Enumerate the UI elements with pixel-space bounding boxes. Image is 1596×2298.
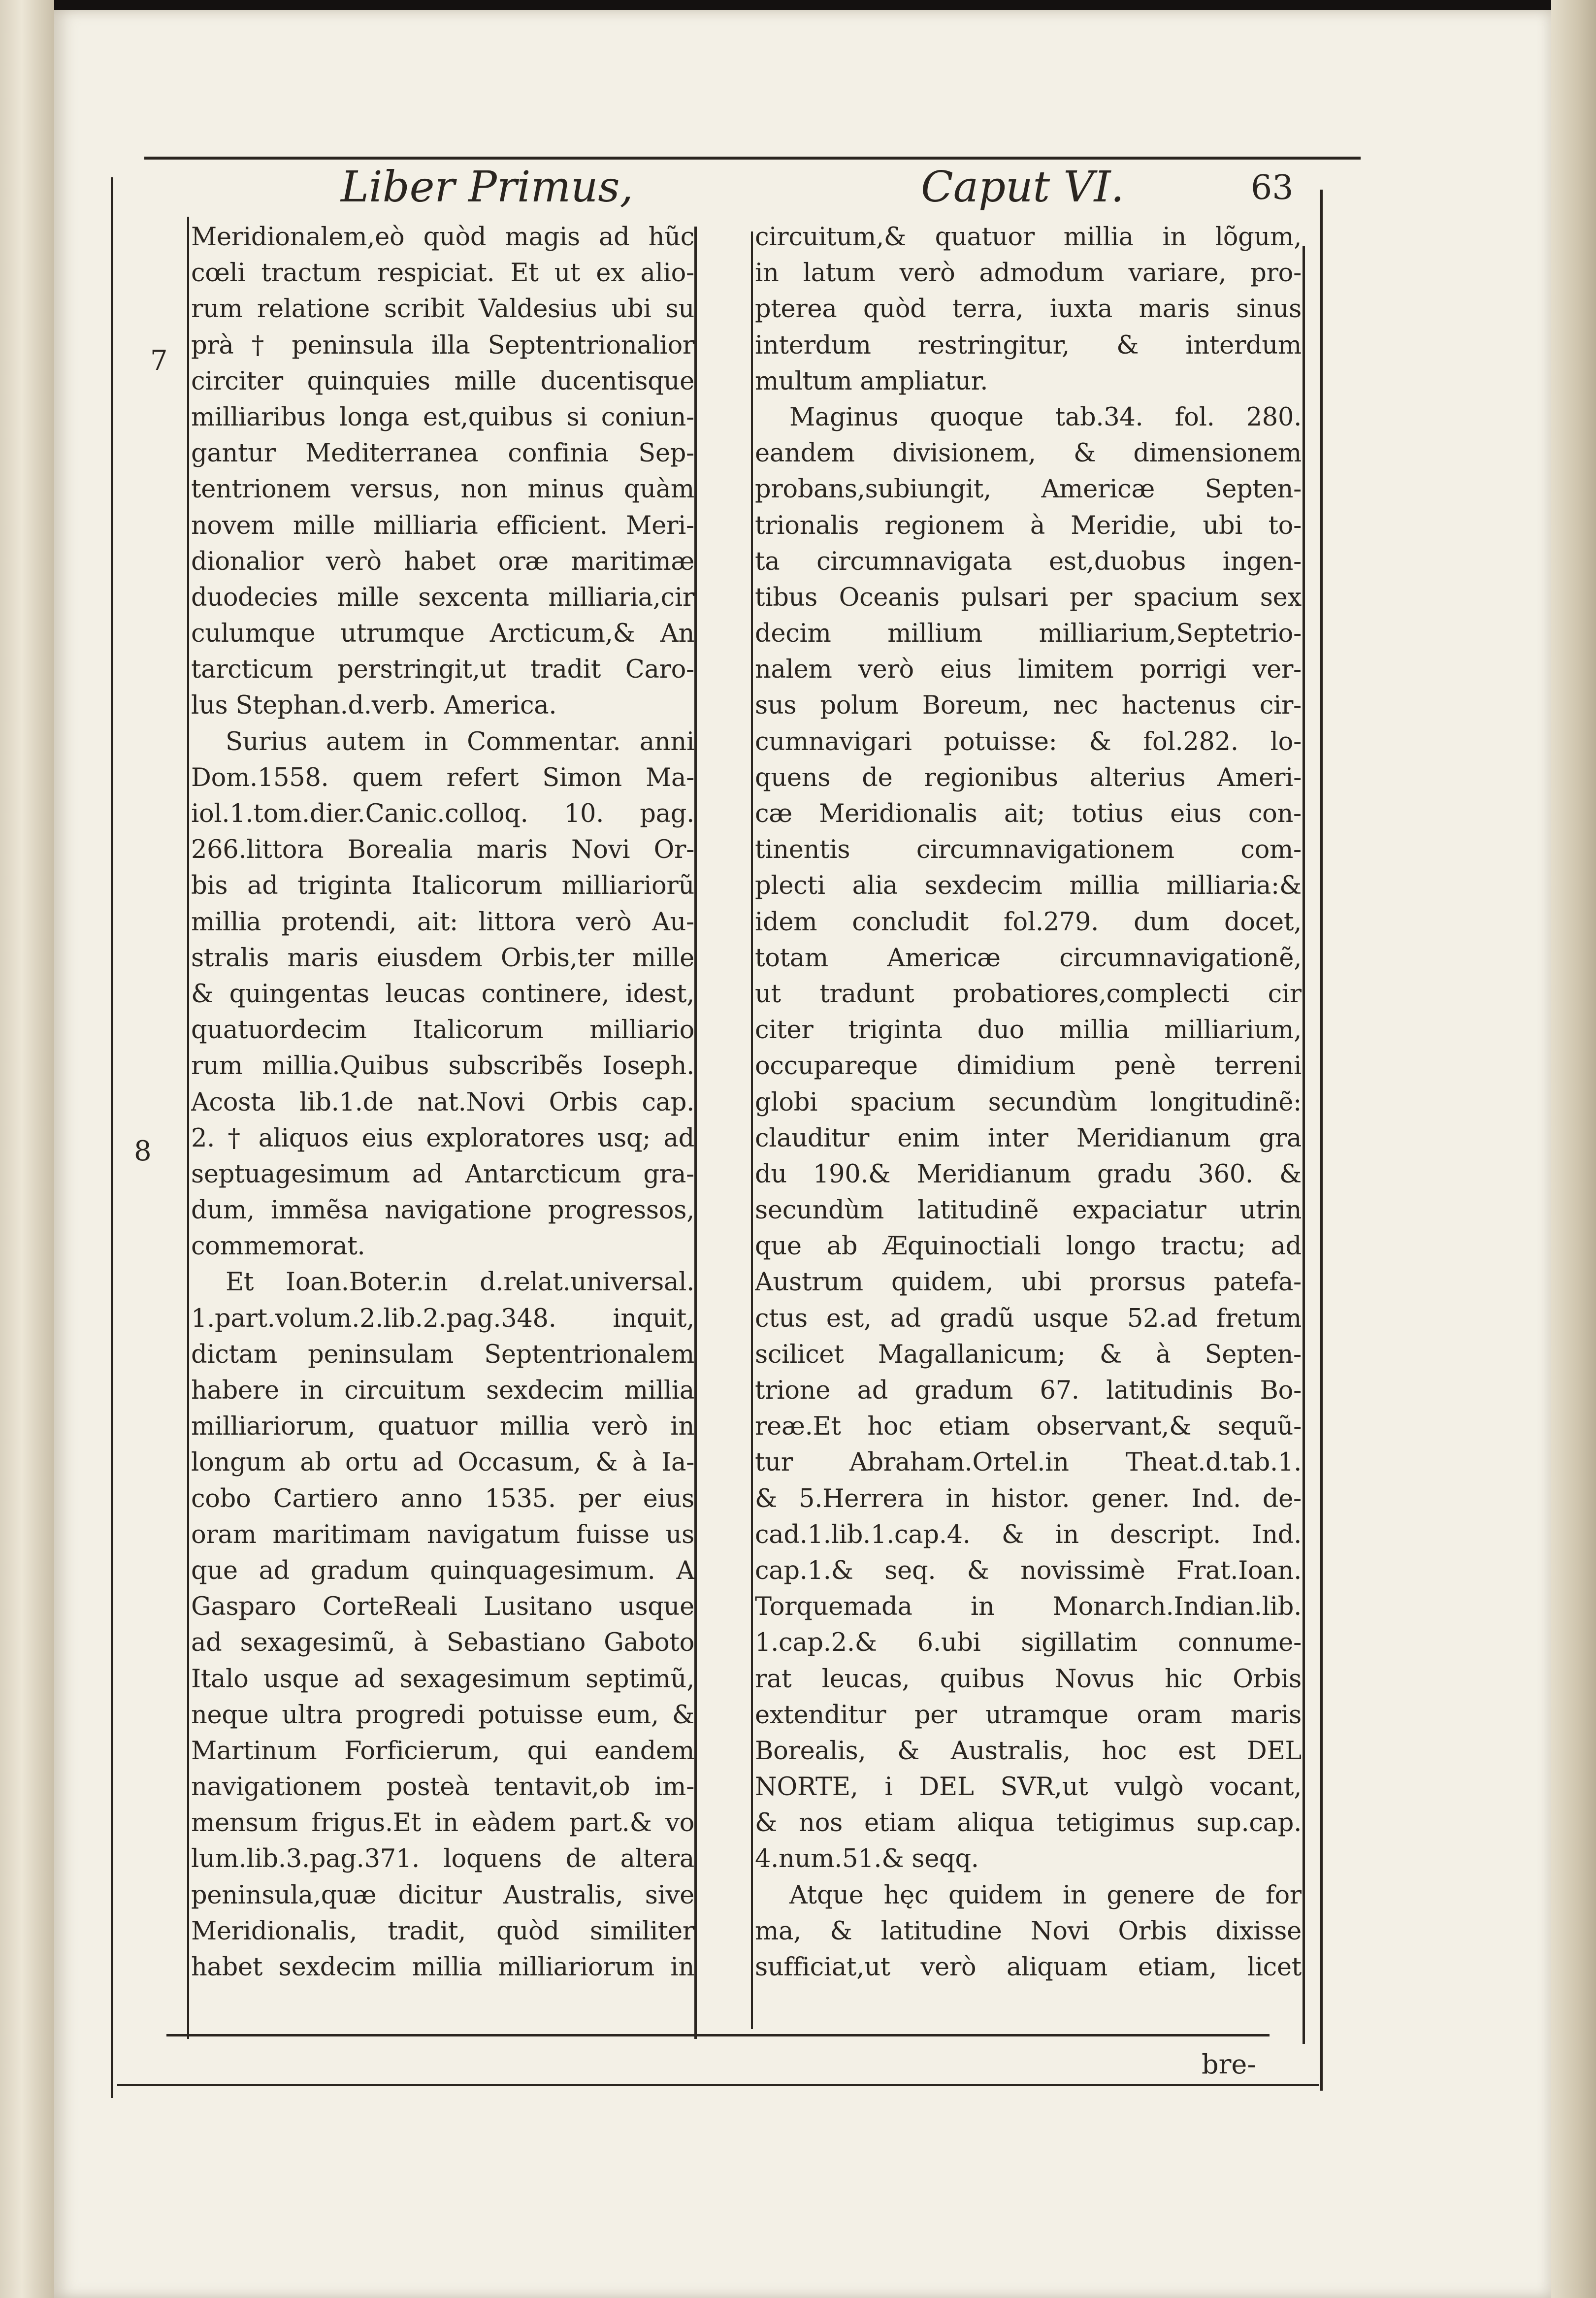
text-line: du 190.& Meridianum gradu 360. & <box>755 1159 1302 1189</box>
text-line: & 5.Herrera in histor. gener. Ind. de- <box>755 1484 1302 1513</box>
text-line: citer triginta duo millia milliarium, <box>755 1016 1302 1045</box>
text-line: novem mille milliaria efficient. Meri- <box>191 511 694 540</box>
text-line: 1.cap.2.& 6.ubi sigillatim connume- <box>755 1628 1302 1658</box>
text-line: multum ampliatur. <box>755 366 988 396</box>
text-line: pterea quòd terra, iuxta maris sinus <box>755 295 1302 324</box>
text-line: tur Abraham.Ortel.in Theat.d.tab.1. <box>755 1448 1302 1477</box>
text-line: culumque utrumque Arcticum,& An <box>191 619 694 649</box>
text-line: iol.1.tom.dier.Canic.colloq. 10. pag. <box>191 799 694 828</box>
text-line: tibus Oceanis pulsari per spacium sex <box>755 583 1302 612</box>
text-line: milliaribus longa est,quibus si coniun- <box>191 402 694 432</box>
header-chapter: Caput VI. <box>921 163 1124 212</box>
text-line: cad.1.lib.1.cap.4. & in descript. Ind. <box>755 1520 1302 1549</box>
text-line: lus Stephan.d.verb. America. <box>191 691 557 721</box>
left-page-edge <box>0 0 54 2298</box>
text-line: 4.num.51.& seqq. <box>755 1844 979 1874</box>
margin-note-7: 7 <box>150 345 168 377</box>
frame-right-rule <box>1320 190 1323 2091</box>
text-line: tarcticum perstringit,ut tradit Caro- <box>191 655 694 685</box>
text-line: Dom.1558. quem refert Simon Ma- <box>191 763 694 792</box>
text-line: cumnavigari potuisse: & fol.282. lo- <box>755 727 1302 756</box>
header-rule <box>144 157 1361 160</box>
text-line: Et Ioan.Boter.in d.relat.universal. <box>226 1268 694 1297</box>
text-line: circiter quinquies mille ducentisque <box>191 366 694 396</box>
text-line: dionalior verò habet oræ maritimæ <box>191 547 694 576</box>
column-divider-rule <box>694 227 697 2039</box>
text-line: longum ab ortu ad Occasum, & à Ia- <box>191 1448 694 1477</box>
text-line: & quingentas leucas continere, idest, <box>191 979 694 1009</box>
text-line: & nos etiam aliqua tetigimus sup.cap. <box>755 1808 1302 1838</box>
text-line: cobo Cartiero anno 1535. per eius <box>191 1484 694 1513</box>
header-book-title: Liber Primus, <box>341 163 633 212</box>
text-line: quatuordecim Italicorum milliario <box>191 1016 694 1045</box>
text-line: reæ.Et hoc etiam observant,& sequũ- <box>755 1412 1302 1442</box>
text-line: duodecies mille sexcenta milliaria,cir <box>191 583 694 612</box>
text-line: in latum verò admodum variare, pro- <box>755 259 1302 288</box>
text-line: bis ad triginta Italicorum milliariorũ <box>191 871 694 901</box>
dark-background-strip <box>54 0 1551 10</box>
text-line: ctus est, ad gradũ usque 52.ad fretum <box>755 1304 1302 1333</box>
text-line: Acosta lib.1.de nat.Novi Orbis cap. <box>191 1087 694 1117</box>
column-2-right-rule <box>1303 246 1305 2044</box>
text-line: millia protendi, ait: littora verò Au- <box>191 907 694 937</box>
catchword: bre- <box>1202 2049 1256 2080</box>
text-line: dum, immẽsa navigatione progressos, <box>191 1196 694 1225</box>
text-line: stralis maris eiusdem Orbis,ter mille <box>191 943 694 973</box>
text-line: interdum restringitur, & interdum <box>755 330 1302 360</box>
text-line: ma, & latitudine Novi Orbis dixisse <box>755 1916 1302 1946</box>
text-line: Atque hęc quidem in genere de for <box>789 1880 1302 1910</box>
text-line: Surius autem in Commentar. anni <box>226 727 694 756</box>
text-line: Maginus quoque tab.34. fol. 280. <box>789 402 1302 432</box>
text-line: secundùm latitudinẽ expaciatur utrin <box>755 1196 1302 1225</box>
text-line: 266.littora Borealia maris Novi Or- <box>191 835 694 865</box>
text-line: rum relatione scribit Valdesius ubi su <box>191 295 694 324</box>
text-line: 1.part.volum.2.lib.2.pag.348. inquit, <box>191 1304 694 1333</box>
text-line: navigationem posteà tentavit,ob im- <box>191 1773 694 1802</box>
text-column-left <box>191 219 694 1985</box>
text-line: peninsula,quæ dicitur Australis, sive <box>191 1880 694 1910</box>
text-line: neque ultra progredi potuisse eum, & <box>191 1700 694 1730</box>
text-line: idem concludit fol.279. dum docet, <box>755 907 1302 937</box>
running-header <box>118 163 1320 222</box>
text-line: habet sexdecim millia milliariorum in <box>191 1953 694 1982</box>
text-line: prà † peninsula illa Septentrionalior <box>191 330 694 360</box>
text-line: Austrum quidem, ubi prorsus patefa- <box>755 1268 1302 1297</box>
text-line: decim millium milliarium,Septetrio- <box>755 619 1302 649</box>
text-line: cœli tractum respiciat. Et ut ex alio- <box>191 259 694 288</box>
footer-rule <box>117 2084 1319 2086</box>
text-line: mensum frigus.Et in eàdem part.& vo <box>191 1808 694 1838</box>
text-line: oram maritimam navigatum fuisse us <box>191 1520 694 1549</box>
text-line: Meridionalem,eò quòd magis ad hũc <box>191 223 694 252</box>
text-line: probans,subiungit, Americæ Septen- <box>755 475 1302 504</box>
text-line: eandem divisionem, & dimensionem <box>755 439 1302 468</box>
text-line: tentrionem versus, non minus quàm <box>191 475 694 504</box>
text-line: que ab Æquinoctiali longo tractu; ad <box>755 1232 1302 1261</box>
column-2-left-rule <box>751 231 753 2029</box>
text-bottom-rule <box>166 2034 1270 2036</box>
text-line: que ad gradum quinquagesimum. A <box>191 1556 694 1585</box>
text-line: sufficiat,ut verò aliquam etiam, licet <box>755 1953 1302 1982</box>
text-line: Martinum Forficierum, qui eandem <box>191 1736 694 1766</box>
text-line: NORTE, i DEL SVR,ut vulgò vocant, <box>755 1773 1302 1802</box>
text-line: dictam peninsulam Septentrionalem <box>191 1340 694 1369</box>
margin-note-8: 8 <box>134 1135 152 1167</box>
column-1-left-rule <box>187 217 189 2039</box>
text-line: tinentis circumnavigationem com- <box>755 835 1302 865</box>
text-line: commemorat. <box>191 1232 365 1261</box>
text-line: trione ad gradum 67. latitudinis Bo- <box>755 1376 1302 1405</box>
text-line: lum.lib.3.pag.371. loquens de altera <box>191 1844 694 1874</box>
text-line: ut tradunt probatiores,complecti cir <box>755 979 1302 1009</box>
text-line: circuitum,& quatuor millia in lõgum, <box>755 223 1302 252</box>
text-line: occupareque dimidium penè terreni <box>755 1051 1302 1081</box>
text-line: extenditur per utramque oram maris <box>755 1700 1302 1730</box>
text-line: rat leucas, quibus Novus hic Orbis <box>755 1664 1302 1694</box>
text-line: globi spacium secundùm longitudinẽ: <box>755 1087 1302 1117</box>
page-number: 63 <box>1251 168 1294 207</box>
text-line: totam Americæ circumnavigationẽ, <box>755 943 1302 973</box>
text-column-right <box>755 219 1302 1985</box>
text-line: Torquemada in Monarch.Indian.lib. <box>755 1592 1302 1622</box>
text-line: milliariorum, quatuor millia verò in <box>191 1412 694 1442</box>
text-line: 2. † aliquos eius exploratores usq; ad <box>191 1123 694 1153</box>
frame-left-rule <box>111 177 113 2098</box>
text-line: Italo usque ad sexagesimum septimũ, <box>191 1664 694 1694</box>
text-line: cæ Meridionalis ait; totius eius con- <box>755 799 1302 828</box>
text-line: gantur Mediterranea confinia Sep- <box>191 439 694 468</box>
right-page-edge <box>1551 0 1596 2298</box>
text-line: trionalis regionem à Meridie, ubi to- <box>755 511 1302 540</box>
text-line: clauditur enim inter Meridianum gra <box>755 1123 1302 1153</box>
text-line: plecti alia sexdecim millia milliaria:& <box>755 871 1302 901</box>
text-line: nalem verò eius limitem porrigi ver- <box>755 655 1302 685</box>
text-line: quens de regionibus alterius Ameri- <box>755 763 1302 792</box>
text-line: Meridionalis, tradit, quòd similiter <box>191 1916 694 1946</box>
text-line: sus polum Boreum, nec hactenus cir- <box>755 691 1302 721</box>
text-line: cap.1.& seq. & novissimè Frat.Ioan. <box>755 1556 1302 1585</box>
text-line: habere in circuitum sexdecim millia <box>191 1376 694 1405</box>
text-line: ta circumnavigata est,duobus ingen- <box>755 547 1302 576</box>
text-line: rum millia.Quibus subscribẽs Ioseph. <box>191 1051 694 1081</box>
text-line: Gasparo CorteReali Lusitano usque <box>191 1592 694 1622</box>
text-line: septuagesimum ad Antarcticum gra- <box>191 1159 694 1189</box>
text-line: scilicet Magallanicum; & à Septen- <box>755 1340 1302 1369</box>
text-line: Borealis, & Australis, hoc est DEL <box>755 1736 1302 1766</box>
text-line: ad sexagesimũ, à Sebastiano Gaboto <box>191 1628 694 1658</box>
